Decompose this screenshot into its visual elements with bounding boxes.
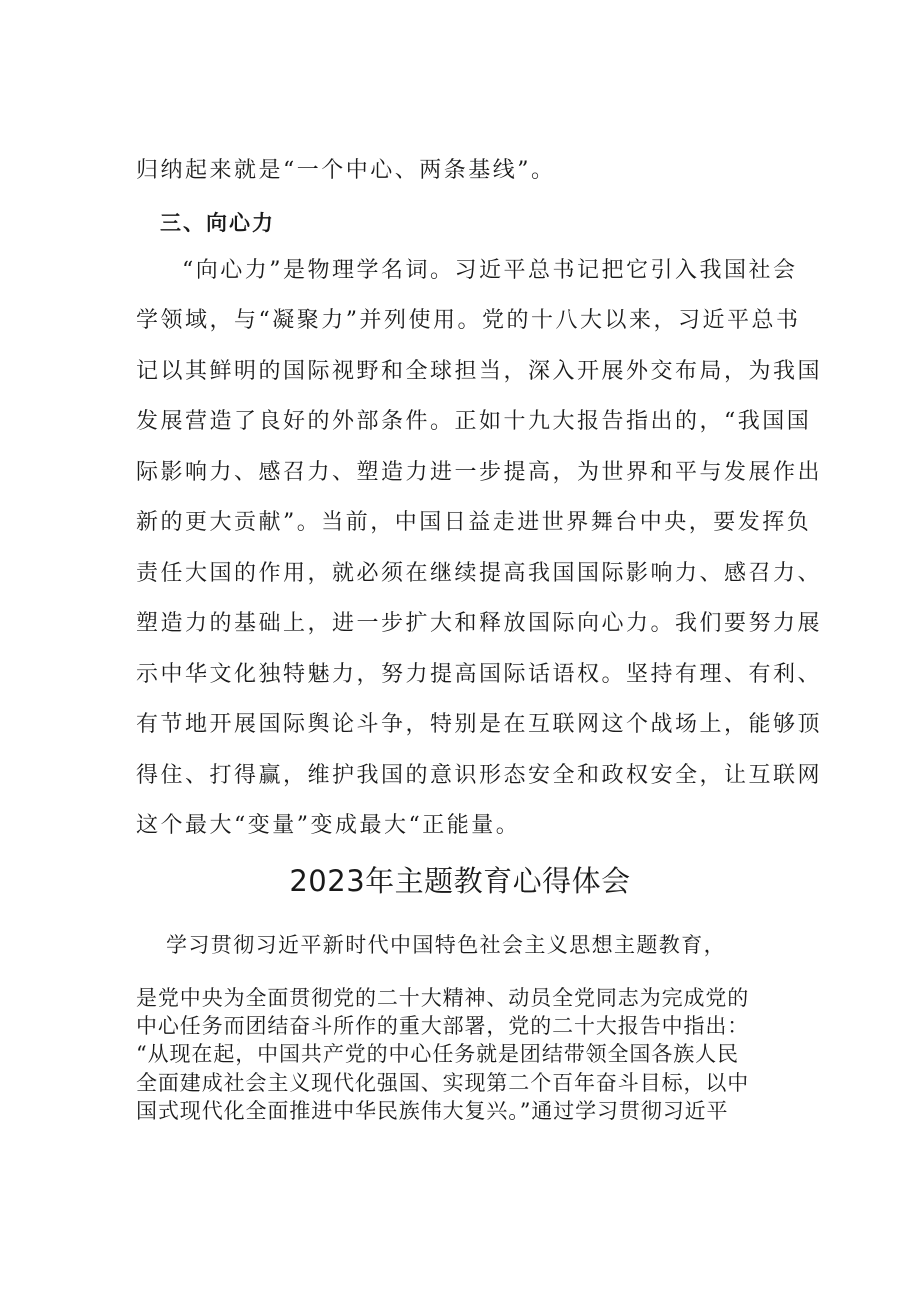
paragraph-line: 这个最大“变量”变成最大“正能量。 — [136, 813, 521, 838]
intro-line: 归纳起来就是“一个中心、两条基线”。 — [136, 158, 556, 183]
section-heading: 三、向心力 — [160, 211, 275, 235]
paragraph-line: 记以其鲜明的国际视野和全球担当，深入开展外交布局，为我国 — [136, 359, 823, 384]
paragraph-line: 有节地开展国际舆论斗争，特别是在互联网这个战场上，能够顶 — [136, 712, 823, 737]
paragraph-line: 责任大国的作用，就必须在继续提高我国国际影响力、感召力、 — [136, 561, 823, 586]
paragraph-line: 新的更大贡献”。当前，中国日益走进世界舞台中央，要发挥负 — [136, 510, 812, 535]
document-title: 2023年主题教育心得体会 — [289, 864, 631, 898]
paragraph-line: “向心力”是物理学名词。习近平总书记把它引入我国社会 — [182, 258, 798, 283]
paragraph-line: 全面建成社会主义现代化强国、实现第二个百年奋斗目标，以中 — [136, 1071, 750, 1095]
paragraph-line: 学领域，与“凝聚力”并列使用。党的十八大以来，习近平总书 — [136, 308, 801, 333]
essay-first-line: 学习贯彻习近平新时代中国特色社会主义思想主题教育， — [166, 933, 726, 957]
paragraph-line: 塑造力的基础上，进一步扩大和释放国际向心力。我们要努力展 — [136, 611, 823, 636]
paragraph-line: 国式现代化全面推进中华民族伟大复兴。”通过学习贯彻习近平 — [136, 1099, 729, 1123]
paragraph-line: 示中华文化独特魅力，努力提高国际话语权。坚持有理、有利、 — [136, 662, 823, 687]
paragraph-line: 中心任务而团结奋斗所作的重大部署，党的二十大报告中指出： — [136, 1014, 750, 1038]
paragraph-line: 是党中央为全面贯彻党的二十大精神、动员全党同志为完成党的 — [136, 986, 750, 1010]
paragraph-line: “从现在起，中国共产党的中心任务就是团结带领全国各族人民 — [136, 1042, 739, 1066]
paragraph-line: 际影响力、感召力、塑造力进一步提高，为世界和平与发展作出 — [136, 460, 823, 485]
paragraph-line: 得住、打得赢，维护我国的意识形态安全和政权安全，让互联网 — [136, 763, 823, 788]
paragraph-line: 发展营造了良好的外部条件。正如十九大报告指出的，“我国国 — [136, 409, 812, 434]
